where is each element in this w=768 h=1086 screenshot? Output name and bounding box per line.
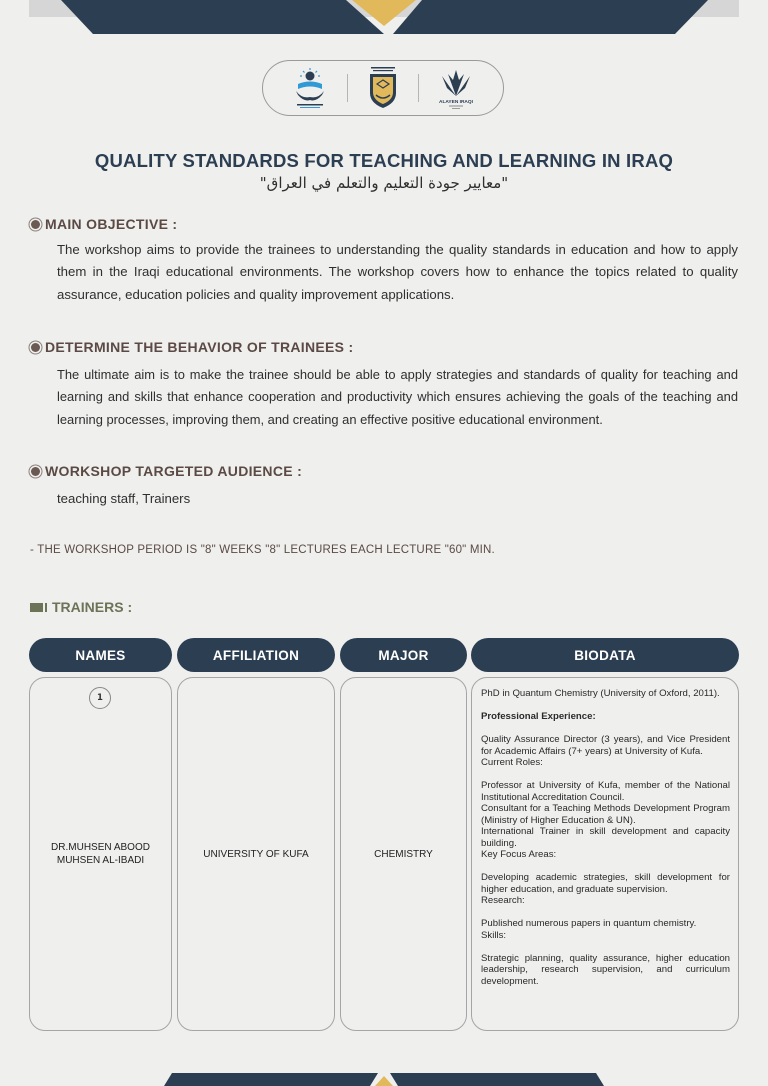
- square-bullet-icon: [30, 603, 43, 612]
- top-banner-right-panel: [393, 0, 708, 34]
- section-heading-main-objective: [30, 216, 177, 232]
- bio-roles-label: Current Roles:: [481, 757, 543, 768]
- column-header-biodata: BIODATA: [471, 638, 739, 672]
- bottom-banner-left-panel: [164, 1073, 378, 1086]
- trainer-major-cell: [340, 677, 467, 1031]
- workshop-period-note: - THE WORKSHOP PERIOD IS "8" WEEKS "8" LECTURES EACH LECTURE "60" MIN.: [30, 544, 495, 556]
- bio-experience-label: Professional Experience:: [481, 711, 596, 722]
- bar-bullet-icon: [45, 603, 47, 612]
- top-banner-shape: [0, 0, 768, 34]
- bottom-banner-gold-triangle: [375, 1076, 393, 1086]
- audience-text: teaching staff, Trainers: [57, 491, 191, 506]
- section-heading-text: TRAINERS :: [52, 599, 133, 615]
- section-heading-behavior: [30, 339, 353, 355]
- column-header-affiliation: AFFILIATION: [177, 638, 335, 672]
- svg-text:ALAYEN IRAQI: ALAYEN IRAQI: [438, 100, 473, 105]
- bio-role: Consultant for a Teaching Methods Development Program (Ministry of Higher Education & UN).: [481, 803, 730, 826]
- top-banner-left-panel: [61, 0, 384, 34]
- trainer-biodata: [481, 688, 730, 987]
- bio-research: Published numerous papers in quantum chemistry.: [481, 918, 697, 929]
- education-logo-icon: [292, 67, 328, 109]
- logo-strip: [262, 60, 504, 116]
- trainer-affiliation-cell: [177, 677, 335, 1031]
- bio-role: International Trainer in skill development and capacity building.: [481, 826, 730, 849]
- trainer-affiliation: UNIVERSITY OF KUFA: [203, 848, 309, 860]
- bio-skills: Strategic planning, quality assurance, higher education leadership, research supervision, and curriculum development.: [481, 952, 730, 987]
- trainer-number-badge: 1: [89, 687, 111, 709]
- logo-divider: [418, 74, 419, 102]
- logo-divider: [347, 74, 348, 102]
- section-heading-text: WORKSHOP TARGETED AUDIENCE :: [45, 463, 303, 479]
- behavior-text: The ultimate aim is to make the trainee should be able to apply strategies and standards of quality for teaching and learning and skills that enhance cooperation and productivity which ensures achieving the goals of the teaching and learning processes, improving them, and creating an effective positive educational environment.: [57, 367, 738, 427]
- bio-role: Professor at University of Kufa, member of the National Institutional Accreditation Council.: [481, 780, 730, 803]
- trainer-name-line1: DR.MUHSEN ABOOD: [51, 842, 150, 853]
- trainer-name-cell: [29, 677, 172, 1031]
- bio-research-label: Research:: [481, 895, 525, 906]
- section-heading-text: MAIN OBJECTIVE :: [45, 216, 178, 232]
- main-objective-text: The workshop aims to provide the trainees to understanding the quality standards in education and how to apply them in the Iraqi educational environments. The workshop covers how to enhance the topics related to quality assurance, education policies and quality improvement applications.: [57, 242, 738, 302]
- bio-experience: Quality Assurance Director (3 years), and Vice President for Academic Affairs (7+ years) at University of Kufa.: [481, 734, 730, 757]
- column-header-major: MAJOR: [340, 638, 467, 672]
- bio-focus: Developing academic strategies, skill development for higher education, and graduate supervision.: [481, 872, 730, 895]
- trainer-major: CHEMISTRY: [374, 848, 433, 860]
- alayen-iraqi-university-logo-icon: [438, 66, 474, 110]
- bio-degree: PhD in Quantum Chemistry (University of Oxford, 2011).: [481, 688, 720, 699]
- bullet-icon: [31, 467, 40, 476]
- bottom-banner-right-panel: [390, 1073, 604, 1086]
- shield-crest-logo-icon: [367, 67, 399, 109]
- section-heading-text: DETERMINE THE BEHAVIOR OF TRAINEES :: [45, 339, 354, 355]
- section-heading-trainers: [30, 599, 132, 615]
- bullet-icon: [31, 343, 40, 352]
- page-title: QUALITY STANDARDS FOR TEACHING AND LEARNING IN IRAQ: [94, 150, 674, 171]
- trainer-name-line2: MUHSEN AL-IBADI: [56, 855, 145, 866]
- bio-focus-label: Key Focus Areas:: [481, 849, 557, 860]
- bottom-banner-shape: [0, 1073, 768, 1086]
- bullet-icon: [31, 220, 40, 229]
- bio-skills-label: Skills:: [481, 929, 507, 941]
- page-subtitle-arabic: "معايير جودة التعليم والتعلم في العراق": [259, 174, 509, 192]
- column-header-names: NAMES: [29, 638, 172, 672]
- section-heading-audience: [30, 463, 302, 479]
